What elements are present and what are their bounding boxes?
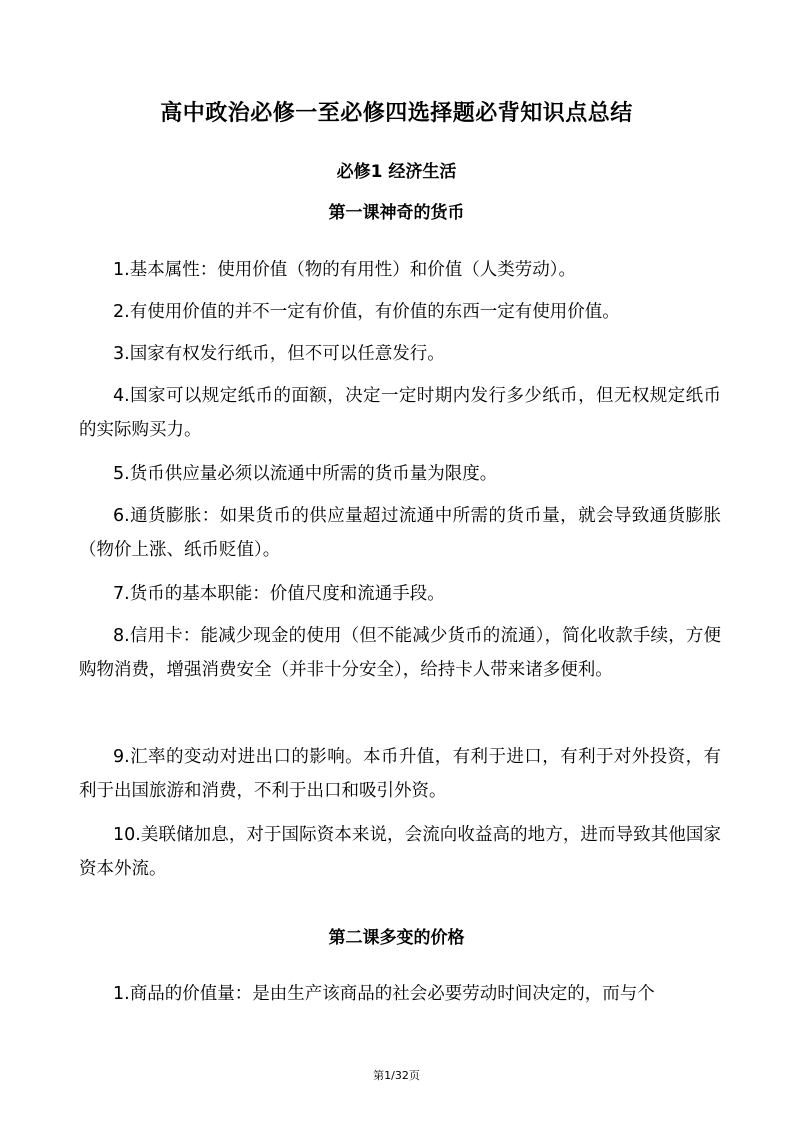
- paragraph: 5.货币供应量必须以流通中所需的货币量为限度。: [113, 464, 498, 484]
- paragraph: 9.汇率的变动对进出口的影响。本币升值，有利于进口，有利于对外投资，有利于出国旅游和消费，不利于出口和吸引外资。: [79, 747, 721, 801]
- paragraph: 1.商品的价值量：是由生产该商品的社会必要劳动时间决定的，而与个: [113, 984, 655, 1004]
- lesson-heading-1: 第一课神奇的货币: [328, 203, 465, 223]
- paragraph: 7.货币的基本职能：价值尺度和流通手段。: [113, 584, 445, 604]
- paragraph: 1.基本属性：使用价值（物的有用性）和价值（人类劳动）。: [113, 260, 576, 280]
- paragraph: 3.国家有权发行纸币，但不可以任意发行。: [113, 344, 445, 364]
- paragraph: 4.国家可以规定纸币的面额，决定一定时期内发行多少纸币，但无权规定纸币的实际购买力。: [79, 386, 721, 440]
- lesson-heading-2: 第二课多变的价格: [328, 928, 465, 948]
- paragraph: 6.通货膨胀：如果货币的供应量超过流通中所需的货币量，就会导致通货膨胀（物价上涨、纸币贬值）。: [79, 506, 721, 560]
- paragraph: 10.美联储加息，对于国际资本来说，会流向收益高的地方，进而导致其他国家资本外流。: [79, 825, 721, 879]
- paragraph: 8.信用卡：能减少现金的使用（但不能减少货币的流通），简化收款手续，方便购物消费，增强消费安全（并非十分安全），给持卡人带来诸多便利。: [79, 626, 721, 680]
- paragraph: 2.有使用价值的并不一定有价值，有价值的东西一定有使用价值。: [113, 302, 620, 322]
- section-heading: 必修1 经济生活: [336, 162, 457, 182]
- page-number: 第1/32页: [373, 1069, 420, 1082]
- document-title: 高中政治必修一至必修四选择题必背知识点总结: [160, 101, 633, 126]
